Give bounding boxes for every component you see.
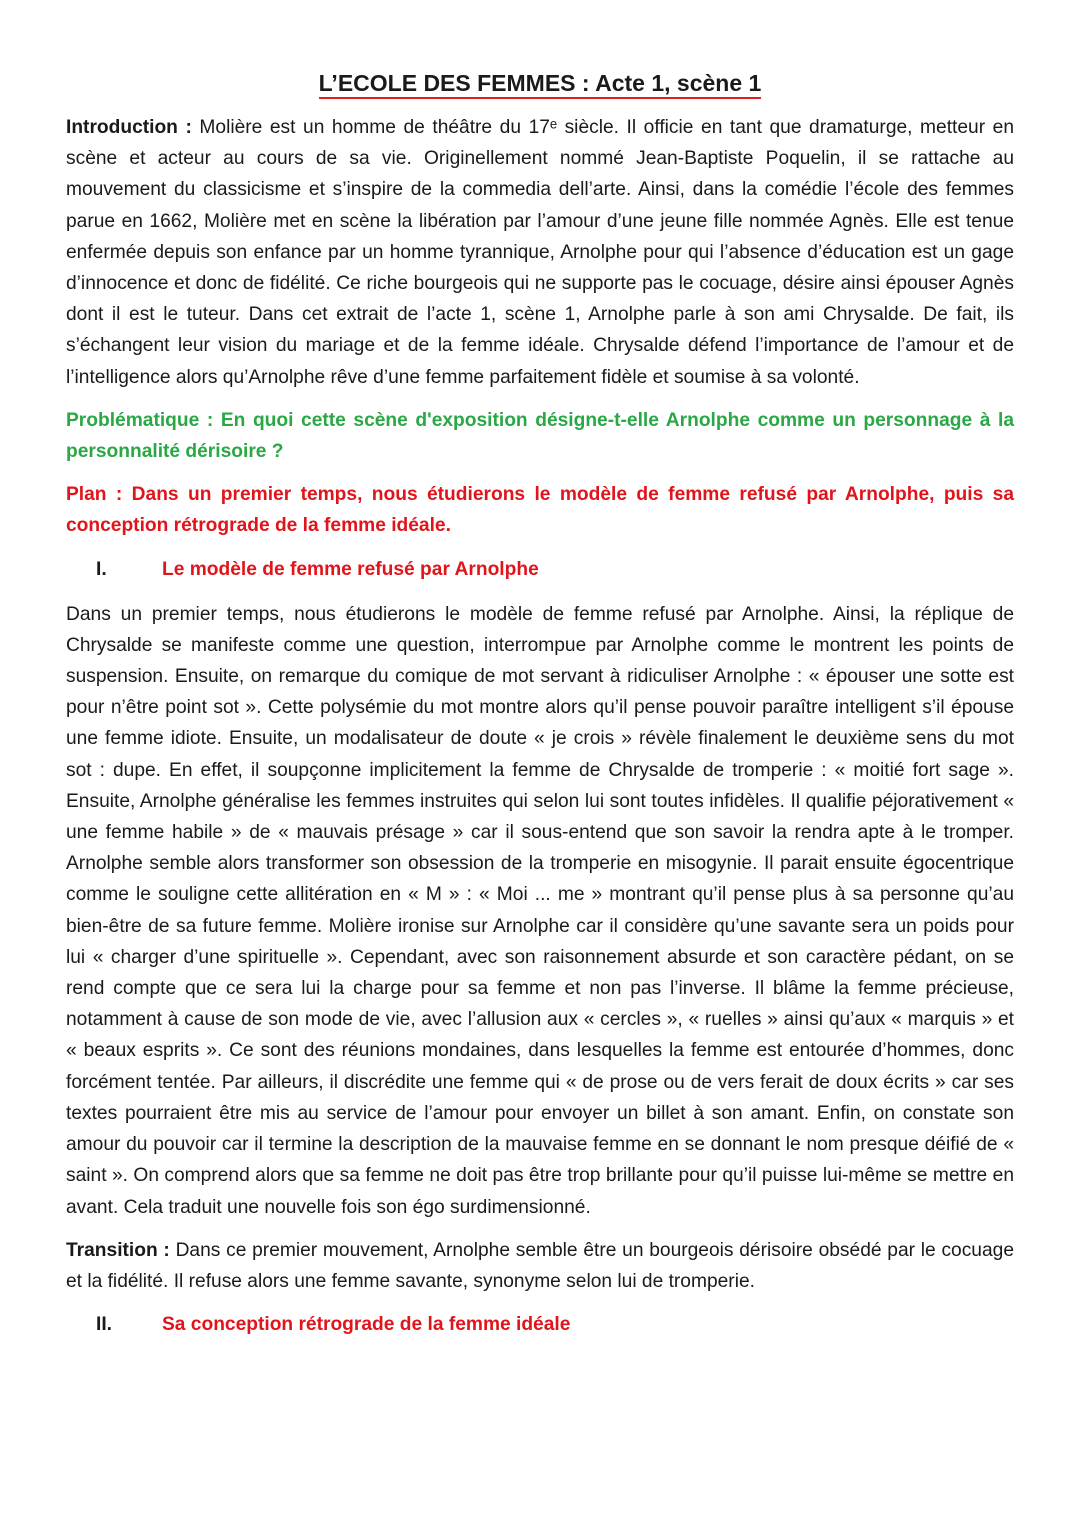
section-1-number: I. <box>96 558 107 580</box>
transition-text: Dans ce premier mouvement, Arnolphe semble être un bourgeois dérisoire obsédé par le cocuage et la fidélité. Il refuse alors une femme savante, synonyme selon lui de tromperie. <box>66 1239 1014 1292</box>
section-1-heading <box>66 554 1014 585</box>
plan-paragraph: Plan : Dans un premier temps, nous étudierons le modèle de femme refusé par Arnolphe, puis sa conception rétrograde de la femme idéale. <box>66 484 1014 537</box>
introduction-label: Introduction : <box>66 117 192 138</box>
transition-label: Transition : <box>66 1239 170 1261</box>
transition-paragraph <box>66 1235 1014 1297</box>
document-title <box>66 66 1014 100</box>
introduction-paragraph <box>66 112 1014 393</box>
section-2-heading <box>66 1309 1014 1340</box>
introduction-text: Molière est un homme de théâtre du 17ᵉ siècle. Il officie en tant que dramaturge, metteur en scène et acteur au cours de sa vie. Originellement nommé Jean-Baptiste Poquelin, il se rattache au mouvement du classicisme et s’inspire de la commedia dell’arte. Ainsi, dans la comédie l’école des femmes parue en 1662, Molière met en scène la libération par l’amour d’une jeune fille nommée Agnès. Elle est tenue enfermée depuis son enfance par un homme tyrannique, Arnolphe pour qui l’absence d’éducation est un gage d’innocence et donc de fidélité. Ce riche bourgeois qui ne supporte pas le cocuage, désire ainsi épouser Agnès dont il est le tuteur. Dans cet extrait de l’acte 1, scène 1, Arnolphe parle à son ami Chrysalde. De fait, ils s’échangent leur vision du mariage et de la femme idéale. Chrysalde défend l’importance de l’amour et de l’intelligence alors qu’Arnolphe rêve d’une femme parfaitement fidèle et soumise à sa volonté. <box>66 117 1015 388</box>
title-text: L’ECOLE DES FEMMES : Acte 1, scène 1 <box>319 70 762 99</box>
section-1-body: Dans un premier temps, nous étudierons le modèle de femme refusé par Arnolphe. Ainsi, la réplique de Chrysalde se manifeste comme une question, interrompue par Arnolphe comme le montrent les points de suspension. Ensuite, on remarque du comique de mot servant à ridiculiser Arnolphe : « épouser une sotte est pour n’être point sot ». Cette polysémie du mot montre alors qu’il pense pouvoir paraître intelligent s’il épouse une femme idiote. Ensuite, un modalisateur de doute « je crois » révèle finalement le deuxième sens du mot sot : dupe. En effet, il soupçonne implicitement la femme de Chrysalde de tromperie : « moitié fort sage ». Ensuite, Arnolphe généralise les femmes instruites qui selon lui sont toutes infidèles. Il qualifie péjorativement « une femme habile » de « mauvais présage » car il sous-entend que son savoir la rendra apte à le tromper. Arnolphe semble alors transformer son obsession de la tromperie en misogynie. Il parait ensuite égocentrique comme le souligne cette allitération en « M » : « Moi ... me » montrant qu’il pense plus à sa personne qu’au bien-être de sa future femme. Molière ironise sur Arnolphe car il considère qu’une savante sera un poids pour lui « charger d’une spirituelle ». Cependant, avec son raisonnement absurde et son caractère pédant, on se rend compte que ce sera lui la charge pour sa femme et non pas l’inverse. Il blâme la femme précieuse, notamment à cause de son mode de vie, avec l’allusion aux « cercles », « ruelles » ainsi qu’aux « marquis » et « beaux esprits ». Ce sont des réunions mondaines, dans lesquelles la femme est entourée d’hommes, donc forcément tentée. Par ailleurs, il discrédite une femme qui « de prose ou de vers ferait de doux écrits » car ses textes pourraient être mis au service de l’amour pour envoyer un billet à son amant. Enfin, on constate son amour du pouvoir car il termine la description de la mauvaise femme en se donnant le nom presque déifié de « saint ». On comprend alors que sa femme ne doit pas être trop brillante pour qu’il puisse lui-même se mettre en avant. Cela traduit une nouvelle fois son égo surdimensionné. <box>66 603 1014 1218</box>
section-2-number: II. <box>96 1314 112 1336</box>
section-2-title: Sa conception rétrograde de la femme idéale <box>162 1314 571 1336</box>
section-1-title: Le modèle de femme refusé par Arnolphe <box>162 558 539 580</box>
problematique-paragraph: Problématique : En quoi cette scène d'exposition désigne-t-elle Arnolphe comme un personnage à la personnalité dérisoire ? <box>66 409 1014 463</box>
